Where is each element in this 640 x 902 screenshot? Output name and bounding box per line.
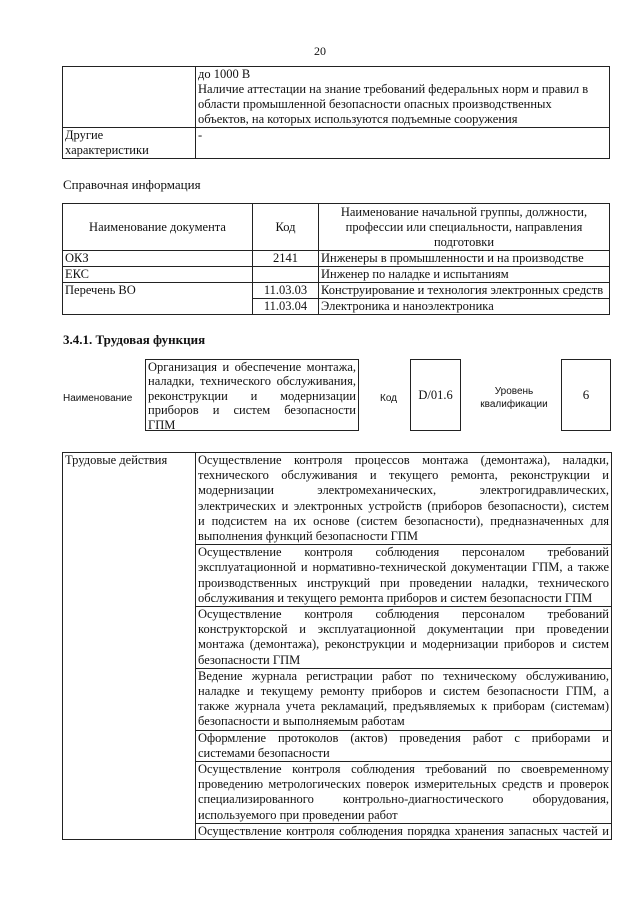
cell-code bbox=[253, 267, 319, 283]
action-line: выполнения функций безопасности ГПМ bbox=[198, 529, 419, 544]
labor-actions-table bbox=[62, 452, 612, 840]
action-line: безопасности и выполняемым работам bbox=[198, 714, 405, 729]
requirement-line: Наличие аттестации на знание требований федеральных норм и правил в bbox=[198, 82, 589, 96]
requirement-line: области промышленной безопасности опасных производственных bbox=[198, 97, 552, 111]
action-line: специализированного контрольно-диагностического оборудования, bbox=[198, 792, 609, 807]
other-characteristics-value: - bbox=[196, 128, 610, 159]
cell-name: Электроника и наноэлектроника bbox=[319, 299, 610, 315]
labor-action-item bbox=[196, 668, 612, 730]
action-line: Осуществление контроля соблюдения требований по своевременному bbox=[198, 762, 609, 777]
cell-doc: Перечень ВО bbox=[63, 283, 253, 315]
action-line: электрических и электронных устройств (приборов безопасности), систем bbox=[198, 498, 609, 513]
labor-action-item bbox=[196, 730, 612, 761]
labor-action-item bbox=[196, 453, 612, 545]
cell-code: 11.03.03 bbox=[253, 283, 319, 299]
action-line: безопасности ГПМ bbox=[198, 652, 301, 667]
requirement-line: до 1000 В bbox=[198, 67, 251, 81]
qualification-level-box: 6 bbox=[561, 359, 611, 431]
label-line: Другие bbox=[65, 128, 104, 142]
label-line: характеристики bbox=[65, 143, 149, 157]
name-line: наладки, технического обслуживания, bbox=[148, 374, 356, 389]
action-line: Ведение журнала регистрации работ по техническому обслуживанию, bbox=[198, 668, 609, 683]
action-line: Осуществление контроля соблюдения персоналом требований bbox=[198, 607, 609, 622]
action-line: обслуживания и текущего ремонта приборов и систем безопасности ГПМ bbox=[198, 590, 593, 605]
header-line: подготовки bbox=[433, 234, 495, 249]
other-characteristics-label bbox=[63, 128, 196, 159]
action-line: производственных инструкций при проведении наладки, технического bbox=[198, 575, 609, 590]
labor-action-item bbox=[196, 607, 612, 669]
table-row bbox=[63, 283, 610, 299]
cell-name: Инженер по наладке и испытаниям bbox=[319, 267, 610, 283]
header-line: профессии или специальности, направления bbox=[345, 219, 583, 234]
labor-actions-label: Трудовые действия bbox=[63, 453, 196, 840]
action-line: и подсистем на их основе (систем безопасности), предназначенных для bbox=[198, 513, 609, 528]
header-doc: Наименование документа bbox=[63, 204, 253, 251]
action-line: Оформление протоколов (актов) проведения работ с приборами и bbox=[198, 730, 609, 745]
header-code: Код bbox=[253, 204, 319, 251]
name-label: Наименование bbox=[63, 393, 133, 404]
name-line: реконструкции и модернизации bbox=[148, 388, 356, 403]
name-line: Организация и обеспечение монтажа, bbox=[148, 360, 356, 374]
labor-action-item bbox=[196, 762, 612, 824]
requirement-line: объектов, на которых используются подъемные сооружения bbox=[198, 112, 518, 126]
action-line: также журнала учета рекламаций, предъявляемых к приборам (системам) bbox=[198, 699, 609, 714]
action-line: конструкторской и эксплуатационной документации при проведении bbox=[198, 622, 609, 637]
table-row bbox=[63, 251, 610, 267]
header-name bbox=[319, 204, 610, 251]
table-cell-empty bbox=[63, 67, 196, 128]
action-line: технического обслуживания и текущего ремонта, реконструкции и bbox=[198, 468, 609, 483]
action-line: проведению метрологических поверок измерительных средств и проверок bbox=[198, 777, 609, 792]
function-code-box: D/01.6 bbox=[410, 359, 461, 431]
table-row bbox=[63, 67, 610, 128]
labor-function-title: 3.4.1. Трудовая функция bbox=[63, 332, 206, 347]
function-name-box bbox=[145, 359, 359, 431]
action-line: системами безопасности bbox=[198, 745, 330, 760]
table-row bbox=[63, 453, 612, 545]
action-line: наладке и текущему ремонту приборов и систем безопасности ГПМ, а bbox=[198, 684, 609, 699]
action-line: эксплуатационной и нормативно-технической документации ГПМ, а также bbox=[198, 560, 609, 575]
table-row bbox=[63, 128, 610, 159]
level-label-line: Уровень bbox=[494, 386, 534, 397]
requirements-cell bbox=[196, 67, 610, 128]
header-line: Наименование начальной группы, должности, bbox=[340, 204, 588, 219]
action-line: Осуществление контроля соблюдения персоналом требований bbox=[198, 545, 609, 560]
name-line: ГПМ bbox=[148, 417, 176, 432]
labor-action-item bbox=[196, 823, 612, 839]
reference-table bbox=[62, 203, 610, 315]
cell-doc: ОКЗ bbox=[63, 251, 253, 267]
action-line: монтажа (демонтажа), реконструкции и модернизации приборов и систем bbox=[198, 637, 609, 652]
cell-doc: ЕКС bbox=[63, 267, 253, 283]
action-line: Осуществление контроля процессов монтажа (демонтажа), наладки, bbox=[198, 453, 609, 467]
cell-name: Инженеры в промышленности и на производстве bbox=[319, 251, 610, 267]
table-header-row bbox=[63, 204, 610, 251]
qualification-level-label bbox=[474, 385, 554, 411]
labor-action-item bbox=[196, 545, 612, 607]
level-label-line: квалификации bbox=[480, 399, 548, 410]
cell-name: Конструирование и технология электронных средств bbox=[319, 283, 610, 299]
qualification-requirements-table bbox=[62, 66, 610, 159]
cell-code: 2141 bbox=[253, 251, 319, 267]
table-row bbox=[63, 267, 610, 283]
reference-info-title: Справочная информация bbox=[63, 177, 201, 192]
page-number: 20 bbox=[314, 44, 326, 58]
action-line: модернизации электромеханических, электрогидравлических, bbox=[198, 483, 609, 498]
code-label: Код bbox=[380, 393, 398, 404]
name-line: приборов и систем безопасности bbox=[148, 403, 356, 418]
action-line: используемого при проведении работ bbox=[198, 807, 398, 822]
cell-code: 11.03.04 bbox=[253, 299, 319, 315]
action-line: Осуществление контроля соблюдения порядка хранения запасных частей и bbox=[198, 823, 609, 838]
